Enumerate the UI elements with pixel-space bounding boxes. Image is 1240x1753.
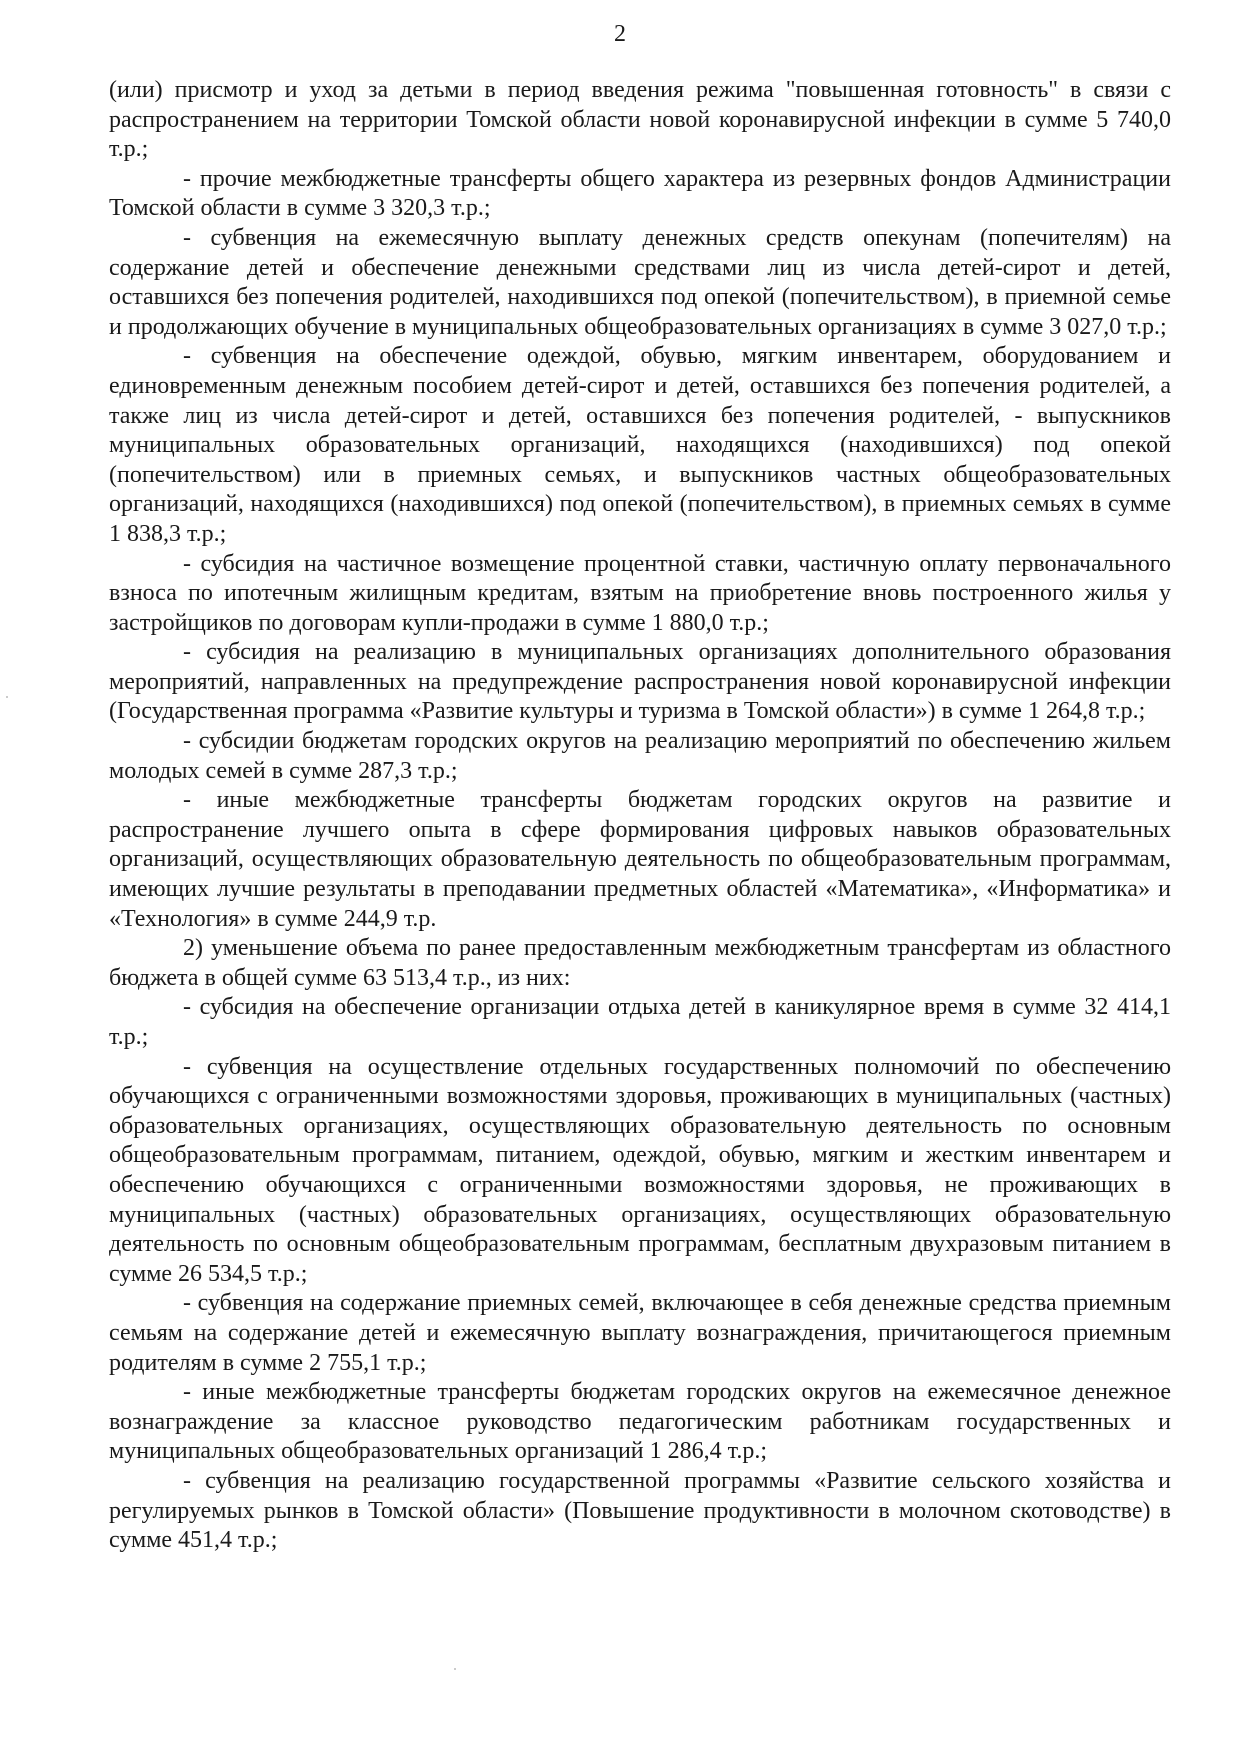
paragraph-reduction-heading: 2) уменьшение объема по ранее предоставленным межбюджетным трансфертам из областного бюджета в общей сумме 63 513,4 т.р., из них: [109, 935, 1171, 991]
paragraph-foster-families-subvention: - субвенция на содержание приемных семей, включающее в себя денежные средства приемным семьям на содержание детей и ежемесячную выплату вознаграждения, причитающегося приемным родителям в сумме 2 755,1 т.р.; [109, 1290, 1171, 1376]
paragraph-young-families-housing-subsidy: - субсидии бюджетам городских округов на реализацию мероприятий по обеспечению жильем молодых семей в сумме 287,3 т.р.; [109, 728, 1171, 784]
scan-speck [454, 1668, 456, 1670]
paragraph-agriculture-program-subvention: - субвенция на реализацию государственной программы «Развитие сельского хозяйства и регулируемых рынков в Томской области» (Повышение продуктивности в молочном скотоводстве) в сумме 451,4 т.р.; [109, 1467, 1171, 1554]
document-body [109, 76, 1171, 1556]
paragraph-reserve-funds-transfers: - прочие межбюджетные трансферты общего характера из резервных фондов Администрации Томской области в сумме 3 320,3 т.р.; [109, 165, 1171, 222]
paragraph-guardian-payments-subvention: - субвенция на ежемесячную выплату денежных средств опекунам (попечителям) на содержание детей и обеспечение денежными средствами лиц из числа детей-сирот и детей, оставшихся без попечения родителей, находившихся под опекой (попечительством), в приемной семье и продолжающих обучение в муниципальных общеобразовательных организациях в сумме 3 027,0 т.р.; [109, 224, 1171, 340]
paragraph-orphans-clothing-subvention: - субвенция на обеспечение одеждой, обувью, мягким инвентарем, оборудованием и единовременным денежным пособием детей-сирот и детей, оставшихся без попечения родителей, а также лиц из числа детей-сирот и детей, оставшихся без попечения родителей, - выпускников муниципальных образовательных организаций, находящихся (находившихся) под опекой (попечительством) или в приемных семьях, и выпускников частных общеобразовательных организаций, находящихся (находившихся) под опекой (попечительством), в приемных семьях в сумме 1 838,3 т.р.; [109, 343, 1171, 547]
paragraph-digital-skills-transfers: - иные межбюджетные трансферты бюджетам городских округов на развитие и распространение лучшего опыта в сфере формирования цифровых навыков образовательных организаций, осуществляющих образовательную деятельность по общеобразовательным программам, имеющих лучшие результаты в преподавании предметных областей «Математика», «Информатика» и «Технология» в сумме 244,9 т.р. [109, 787, 1171, 932]
paragraph-continuation: (или) присмотр и уход за детьми в период введения режима "повышенная готовность" в связи с распространением на территории Томской области новой коронавирусной инфекции в сумме 5 740,0 т.р.; [109, 77, 1171, 163]
paragraph-disabled-students-subvention: - субвенция на осуществление отдельных государственных полномочий по обеспечению обучающихся с ограниченными возможностями здоровья, проживающих в муниципальных (частных) образовательных организациях, осуществляющих образовательную деятельность по основным общеобразовательным программам, питанием, одеждой, обувью, мягким и жестким инвентарем и обеспечению обучающихся с ограниченными возможностями здоровья, не проживающих в муниципальных (частных) образовательных организациях, осуществляющих образовательную деятельность по основным общеобразовательным программам, бесплатным двухразовым питанием в сумме 26 534,5 т.р.; [109, 1053, 1171, 1287]
paragraph-children-holiday-subsidy: - субсидия на обеспечение организации отдыха детей в каникулярное время в сумме 32 414,1 т.р.; [109, 994, 1171, 1050]
page-number: 2 [614, 21, 626, 47]
paragraph-coronavirus-prevention-subsidy: - субсидия на реализацию в муниципальных организациях дополнительного образования мероприятий, направленных на предупреждение распространения новой коронавирусной инфекции (Государственная программа «Развитие культуры и туризма в Томской области») в сумме 1 264,8 т.р.; [109, 639, 1171, 725]
paragraph-class-teacher-reward-transfers: - иные межбюджетные трансферты бюджетам городских округов на ежемесячное денежное вознаграждение за классное руководство педагогическим работникам государственных и муниципальных общеобразовательных организаций 1 286,4 т.р.; [109, 1379, 1171, 1465]
paragraph-mortgage-subsidy: - субсидия на частичное возмещение процентной ставки, частичную оплату первоначального взноса по ипотечным жилищным кредитам, взятым на приобретение вновь построенного жилья у застройщиков по договорам купли-продажи в сумме 1 880,0 т.р.; [109, 550, 1171, 636]
scan-speck [6, 696, 8, 698]
